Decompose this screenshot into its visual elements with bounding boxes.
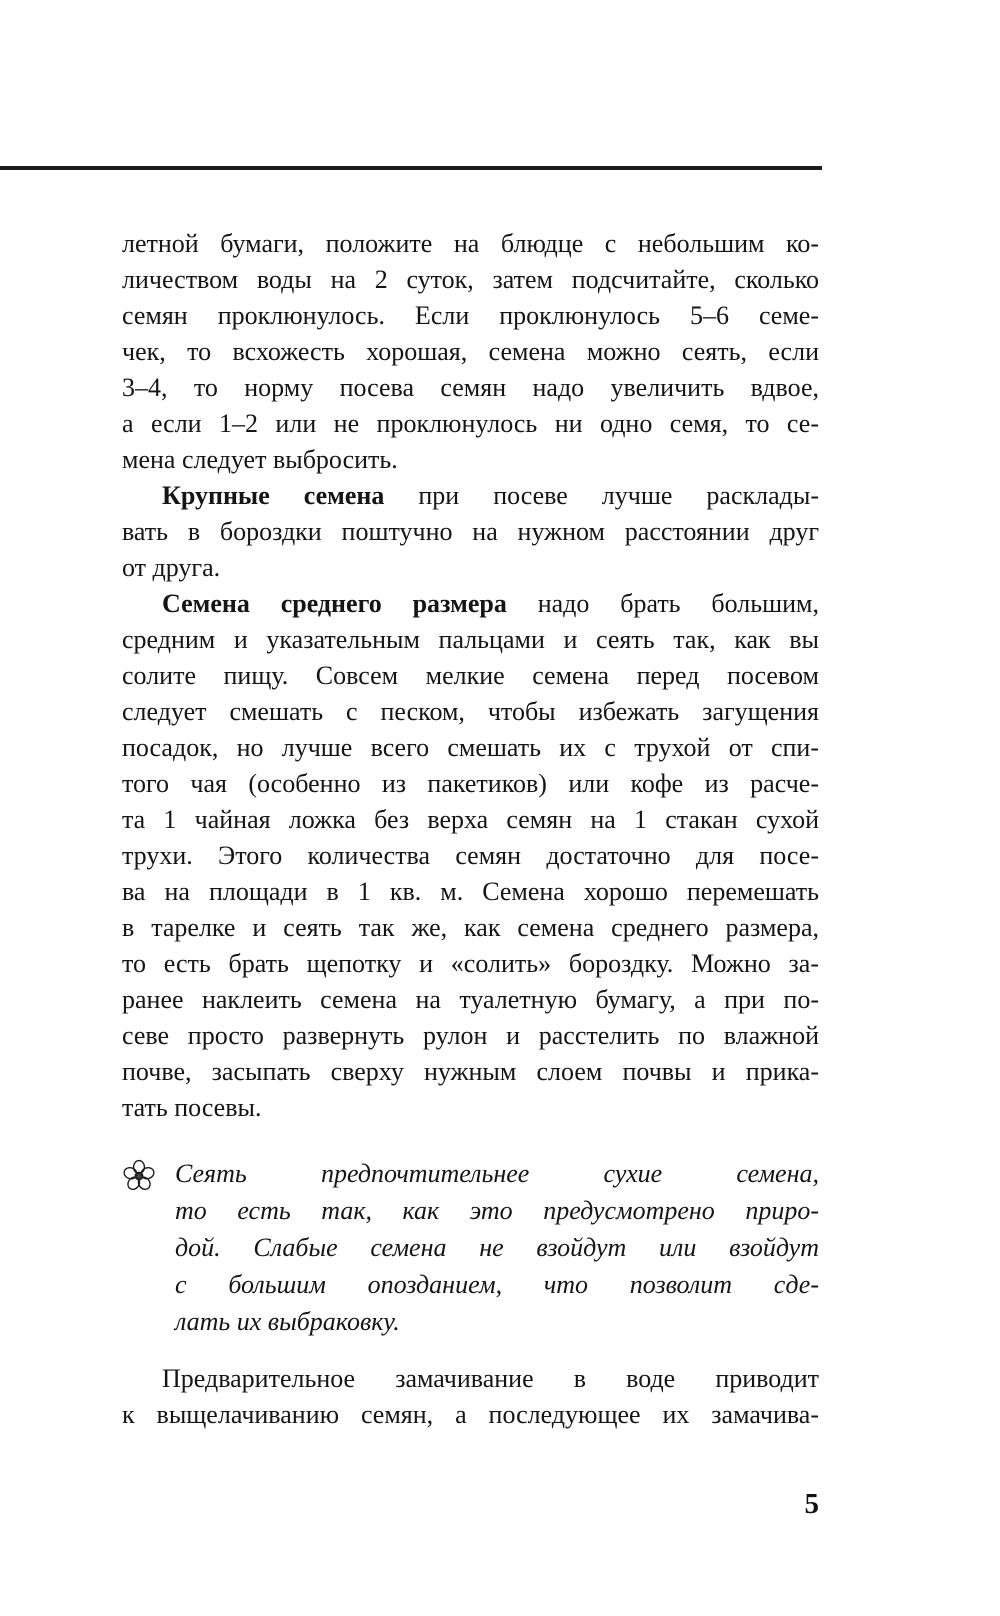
page-number: 5 [804, 1488, 819, 1520]
text-line: тать посевы. [122, 1093, 262, 1122]
text-line: Крупные семена при посеве лучше расклады- [162, 481, 819, 510]
text-line: а если 1–2 или не проклюнулось ни одно семя, то се- [122, 409, 819, 438]
text-line: посадок, но лучше всего смешать их с трухой от спи- [122, 733, 819, 762]
text-line: ва на площади в 1 кв. м. Семена хорошо перемешать [122, 877, 819, 906]
text-line: личеством воды на 2 суток, затем подсчитайте, сколько [122, 265, 819, 294]
text-line: к выщелачиванию семян, а последующее их замачива- [122, 1400, 819, 1429]
text-line: то есть брать щепотку и «солить» бороздку. Можно за- [122, 949, 819, 978]
text-line: средним и указательным пальцами и сеять так, как вы [122, 625, 819, 654]
text-line: того чая (особенно из пакетиков) или кофе из расче- [122, 769, 819, 798]
text-line: Предварительное замачивание в воде приводит [162, 1364, 819, 1393]
text-line: от друга. [122, 553, 221, 582]
text-line: вать в бороздки поштучно на нужном расстоянии друг [122, 517, 819, 546]
text-line: следует смешать с песком, чтобы избежать загущения [122, 697, 819, 726]
body-paragraph-4 [122, 1361, 819, 1433]
text-column [122, 226, 819, 1433]
bold-lead: Семена среднего размера [162, 589, 507, 618]
text-line: то есть так, как это предусмотрено приро- [175, 1196, 819, 1225]
text-line: дой. Слабые семена не взойдут или взойдут [175, 1233, 819, 1262]
text-line: семян проклюнулось. Если проклюнулось 5–6 семе- [122, 301, 819, 330]
text-line: 3–4, то норму посева семян надо увеличить вдвое, [122, 373, 819, 402]
text-line: Семена среднего размера надо брать большим, [162, 589, 819, 618]
text-line: та 1 чайная ложка без верха семян на 1 стакан сухой [122, 805, 819, 834]
text-line: чек, то всхожесть хорошая, семена можно сеять, если [122, 337, 819, 366]
text-line: летной бумаги, положите на блюдце с небольшим ко- [122, 229, 819, 258]
bold-lead: Крупные семена [162, 481, 385, 510]
text-line: с большим опозданием, что позволит сде- [175, 1270, 819, 1299]
text-line: почве, засыпать сверху нужным слоем почвы и прика- [122, 1057, 819, 1086]
text-line: в тарелке и сеять так же, как семена среднего размера, [122, 913, 819, 942]
text-line: лать их выбраковку. [175, 1307, 400, 1336]
body-paragraph-3 [122, 586, 819, 1126]
body-paragraph-1 [122, 226, 819, 478]
text-line: трухи. Этого количества семян достаточно для посе- [122, 841, 819, 870]
text-line: севе просто развернуть рулон и расстелить по влажной [122, 1021, 819, 1050]
tip-block [122, 1155, 819, 1340]
text-line: Сеять предпочтительнее сухие семена, [175, 1159, 819, 1188]
body-paragraph-2 [122, 478, 819, 586]
flower-icon [122, 1155, 175, 1340]
text-line: солите пищу. Совсем мелкие семена перед посевом [122, 661, 819, 690]
header-rule [0, 166, 822, 170]
text-line: ранее наклеить семена на туалетную бумагу, а при по- [122, 985, 819, 1014]
tip-text [175, 1155, 819, 1340]
text-line: мена следует выбросить. [122, 445, 398, 474]
